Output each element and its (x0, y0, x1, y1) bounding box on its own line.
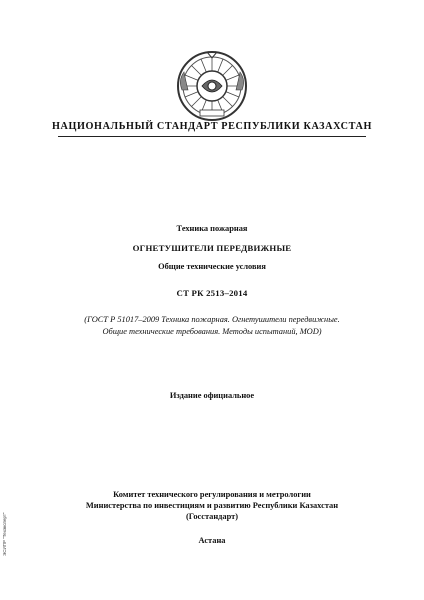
doc-edition: Издание официальное (169, 391, 255, 400)
publisher-line2: Министерства по инвестициям и развитию Республики Казахстан (85, 501, 339, 510)
publisher-block (0, 489, 424, 522)
state-emblem (176, 50, 248, 122)
doc-code: СТ РК 2513–2014 (176, 288, 248, 298)
publisher-line3: (Госстандарт) (185, 512, 239, 521)
doc-reference-line2: Общие технические требования. Методы испытаний, MOD) (102, 327, 322, 336)
kazakhstan-state-emblem-icon (176, 50, 248, 122)
doc-subtitle: Общие технические условия (158, 262, 266, 271)
publisher-city: Астана (198, 536, 226, 545)
doc-title: ОГНЕТУШИТЕЛИ ПЕРЕДВИЖНЫЕ (132, 243, 292, 253)
publisher-line1: Комитет технического регулирования и метрологии (113, 490, 311, 499)
document-header: НАЦИОНАЛЬНЫЙ СТАНДАРТ РЕСПУБЛИКИ КАЗАХСТАН (52, 121, 372, 132)
doc-reference-line1: (ГОСТ Р 51017–2009 Техника пожарная. Огнетушители передвижные. (84, 315, 340, 324)
header-divider (58, 136, 366, 137)
side-watermark-note: ЭСИПР "Техэксперт" (2, 512, 7, 556)
doc-reference (0, 314, 424, 338)
doc-category: Техника пожарная (176, 224, 248, 233)
